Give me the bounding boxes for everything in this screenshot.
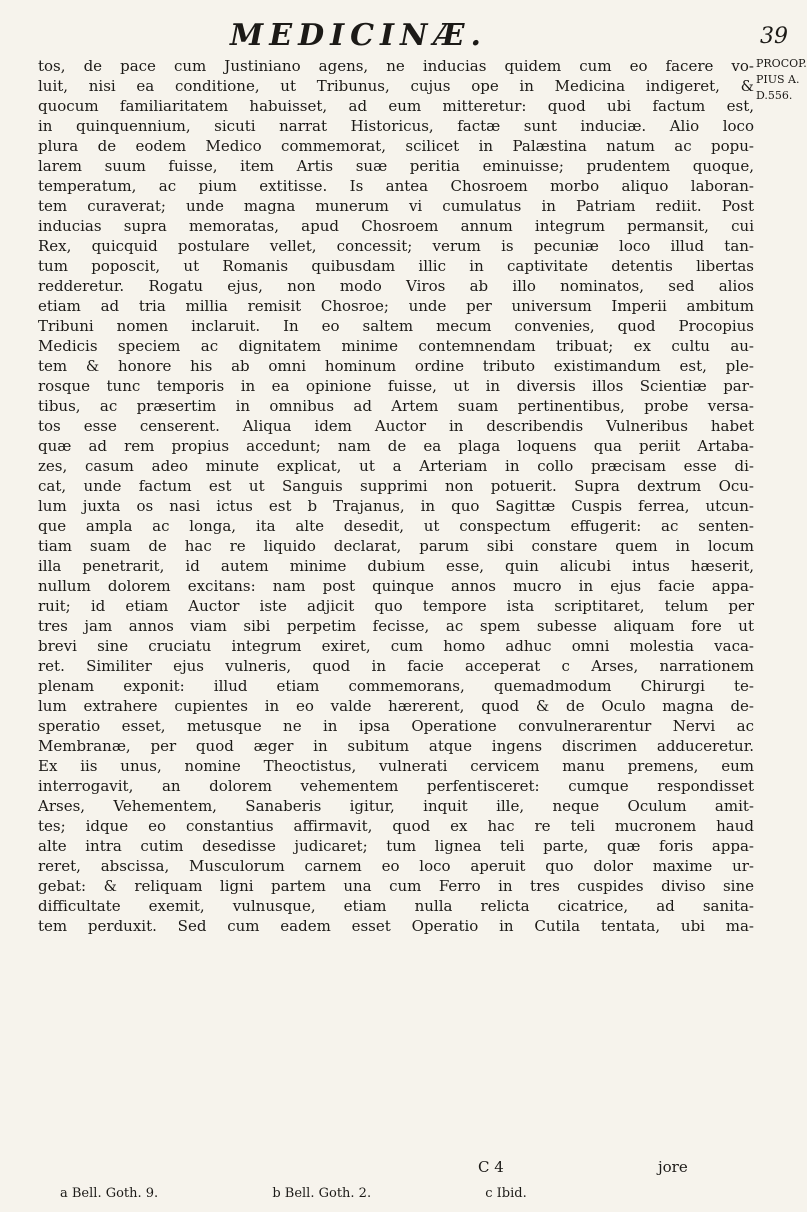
- text-line: luit, nisi ea conditione, ut Tribunus, cujus ope in Medicina indigeret, &: [38, 77, 754, 95]
- text-line: larem suum fuisse, item Artis suæ peritia eminuisse; prudentem quoque,: [38, 157, 754, 175]
- text-line: ruit; id etiam Auctor iste adjicit quo tempore ista scriptitaret, telum per: [38, 597, 754, 615]
- footnote: a Bell. Goth. 9.: [60, 1186, 159, 1201]
- text-line: brevi sine cruciatu integrum exiret, cum homo adhuc omni molestia vaca-: [38, 637, 754, 655]
- text-line: Medicis speciem ac dignitatem minime contemnendam tribuat; ex cultu au-: [38, 337, 754, 355]
- margin-note: [756, 56, 807, 104]
- text-line: nullum dolorem excitans: nam post quinque annos mucro in ejus facie appa-: [38, 577, 754, 595]
- text-line: Rex, quicquid postulare vellet, concessit; verum is pecuniæ loco illud tan-: [38, 237, 754, 255]
- text-line: inducias supra memoratas, apud Chosroem annum integrum permansit, cui: [38, 217, 754, 235]
- text-line: alte intra cutim desedisse judicaret; tum lignea teli parte, quæ foris appa-: [38, 837, 754, 855]
- text-line: lum juxta os nasi ictus est b Trajanus, in quo Sagittæ Cuspis ferrea, utcun-: [38, 497, 754, 515]
- text-line: tem & honore his ab omni hominum ordine tributo existimandum est, ple-: [38, 357, 754, 375]
- text-line: tes; idque eo constantius affirmavit, quod ex hac re teli mucronem haud: [38, 817, 754, 835]
- text-line: lum extrahere cupientes in eo valde hærerent, quod & de Oculo magna de-: [38, 697, 754, 715]
- margin-note-line: D.556.: [756, 89, 793, 102]
- text-line: interrogavit, an dolorem vehementem perfentisceret: cumque respondisset: [38, 777, 754, 795]
- text-line: redderetur. Rogatu ejus, non modo Viros ab illo nominatos, sed alios: [38, 277, 754, 295]
- text-line: tum poposcit, ut Romanis quibusdam illic in captivitate detentis libertas: [38, 257, 754, 275]
- text-line: plenam exponit: illud etiam commemorans, quemadmodum Chirurgi te-: [38, 677, 754, 695]
- footnotes: [60, 1186, 760, 1202]
- page-number: 39: [760, 24, 788, 49]
- text-line: plura de eodem Medico commemorat, scilicet in Palæstina natum ac popu-: [38, 137, 754, 155]
- text-line: Membranæ, per quod æger in subitum atque ingens discrimen adduceretur.: [38, 737, 754, 755]
- text-line: etiam ad tria millia remisit Chosroe; unde per universum Imperii ambitum: [38, 297, 754, 315]
- text-line: speratio esset, metusque ne in ipsa Operatione convulnerarentur Nervi ac: [38, 717, 754, 735]
- page-footer-line: [38, 1158, 754, 1180]
- text-line: cat, unde factum est ut Sanguis supprimi non potuerit. Supra dextrum Ocu-: [38, 477, 754, 495]
- text-line: difficultate exemit, vulnusque, etiam nulla relicta cicatrice, ad sanita-: [38, 897, 754, 915]
- text-line: reret, abscissa, Musculorum carnem eo loco aperuit quo dolor maxime ur-: [38, 857, 754, 875]
- text-line: que ampla ac longa, ita alte desedit, ut conspectum effugerit: ac senten-: [38, 517, 754, 535]
- text-line: quocum familiaritatem habuisset, ad eum mitteretur: quod ubi factum est,: [38, 97, 754, 115]
- text-line: tres jam annos viam sibi perpetim fecisse, ac spem subesse aliquam fore ut: [38, 617, 754, 635]
- text-line: quæ ad rem propius accedunt; nam de ea plaga loquens qua periit Artaba-: [38, 437, 754, 455]
- text-line: tem perduxit. Sed cum eadem esset Operatio in Cutila tentata, ubi ma-: [38, 917, 754, 935]
- text-line: temperatum, ac pium extitisse. Is antea Chosroem morbo aliquo laboran-: [38, 177, 754, 195]
- text-line: tiam suam de hac re liquido declarat, parum sibi constare quem in locum: [38, 537, 754, 555]
- text-line: tem curaverat; unde magna munerum vi cumulatus in Patriam rediit. Post: [38, 197, 754, 215]
- margin-note-line: PIUS A.: [756, 73, 800, 86]
- footnote: c Ibid.: [485, 1186, 527, 1201]
- running-header: [0, 14, 800, 54]
- running-title: MEDICINÆ.: [230, 18, 487, 53]
- body-text: [38, 56, 754, 936]
- text-line: Arses, Vehementem, Sanaberis igitur, inquit ille, neque Oculum amit-: [38, 797, 754, 815]
- text-line: tos, de pace cum Justiniano agens, ne inducias quidem cum eo facere vo-: [38, 57, 754, 75]
- text-line: gebat: & reliquam ligni partem una cum Ferro in tres cuspides diviso sine: [38, 877, 754, 895]
- text-line: zes, casum adeo minute explicat, ut a Arteriam in collo præcisam esse di-: [38, 457, 754, 475]
- footnote: b Bell. Goth. 2.: [272, 1186, 372, 1201]
- text-line: tos esse censerent. Aliqua idem Auctor in describendis Vulneribus habet: [38, 417, 754, 435]
- text-line: Ex iis unus, nomine Theoctistus, vulnerati cervicem manu premens, eum: [38, 757, 754, 775]
- margin-note-line: PROCOP.: [756, 57, 807, 70]
- text-line: rosque tunc temporis in ea opinione fuisse, ut in diversis illos Scientiæ par-: [38, 377, 754, 395]
- signature-mark: C 4: [478, 1158, 504, 1176]
- catchword: jore: [658, 1158, 688, 1176]
- text-line: in quinquennium, sicuti narrat Historicus, factæ sunt induciæ. Alio loco: [38, 117, 754, 135]
- text-line: tibus, ac præsertim in omnibus ad Artem suam pertinentibus, probe versa-: [38, 397, 754, 415]
- text-line: illa penetrarit, id autem minime dubium esse, quin alicubi intus hæserit,: [38, 557, 754, 575]
- text-line: Tribuni nomen inclaruit. In eo saltem mecum convenies, quod Procopius: [38, 317, 754, 335]
- text-line: ret. Similiter ejus vulneris, quod in facie acceperat c Arses, narrationem: [38, 657, 754, 675]
